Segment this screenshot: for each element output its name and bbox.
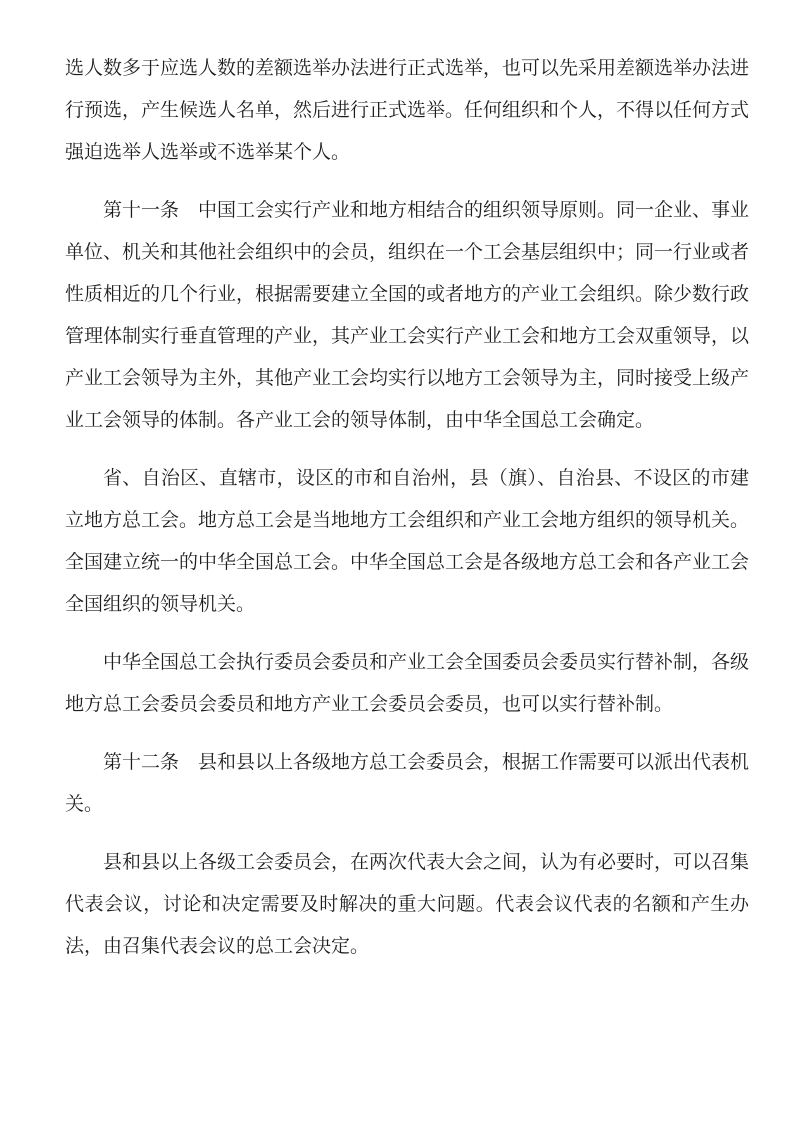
paragraph-representative-meetings: 县和县以上各级工会委员会，在两次代表大会之间，认为有必要时，可以召集代表会议，讨论和决定需要及时解决的重大问题。代表会议代表的名额和产生办法，由召集代表会议的总工会决定。 (65, 852, 750, 957)
paragraph-article-12: 第十二条 县和县以上各级地方总工会委员会，根据工作需要可以派出代表机关。 (65, 752, 750, 815)
document-body (65, 48, 749, 968)
paragraph-continuation: 选人数多于应选人数的差额选举办法进行正式选举，也可以先采用差额选举办法进行预选，产生候选人名单，然后进行正式选举。任何组织和个人，不得以任何方式强迫选举人选举或不选举某个人。 (65, 58, 750, 163)
paragraph-article-11: 第十一条 中国工会实行产业和地方相结合的组织领导原则。同一企业、事业单位、机关和其他社会组织中的会员，组织在一个工会基层组织中；同一行业或者性质相近的几个行业，根据需要建立全国的或者地方的产业工会组织。除少数行政管理体制实行垂直管理的产业，其产业工会实行产业工会和地方工会双重领导，以产业工会领导为主外，其他产业工会均实行以地方工会领导为主，同时接受上级产业工会领导的体制。各产业工会的领导体制，由中华全国总工会确定。 (65, 200, 750, 431)
paragraph-substitute-system: 中华全国总工会执行委员会委员和产业工会全国委员会委员实行替补制，各级地方总工会委员会委员和地方产业工会委员会委员，也可以实行替补制。 (65, 652, 750, 715)
paragraph-local-federations: 省、自治区、直辖市，设区的市和自治州，县（旗）、自治县、不设区的市建立地方总工会。地方总工会是当地地方工会组织和产业工会地方组织的领导机关。全国建立统一的中华全国总工会。中华全国总工会是各级地方总工会和各产业工会全国组织的领导机关。 (65, 468, 750, 615)
